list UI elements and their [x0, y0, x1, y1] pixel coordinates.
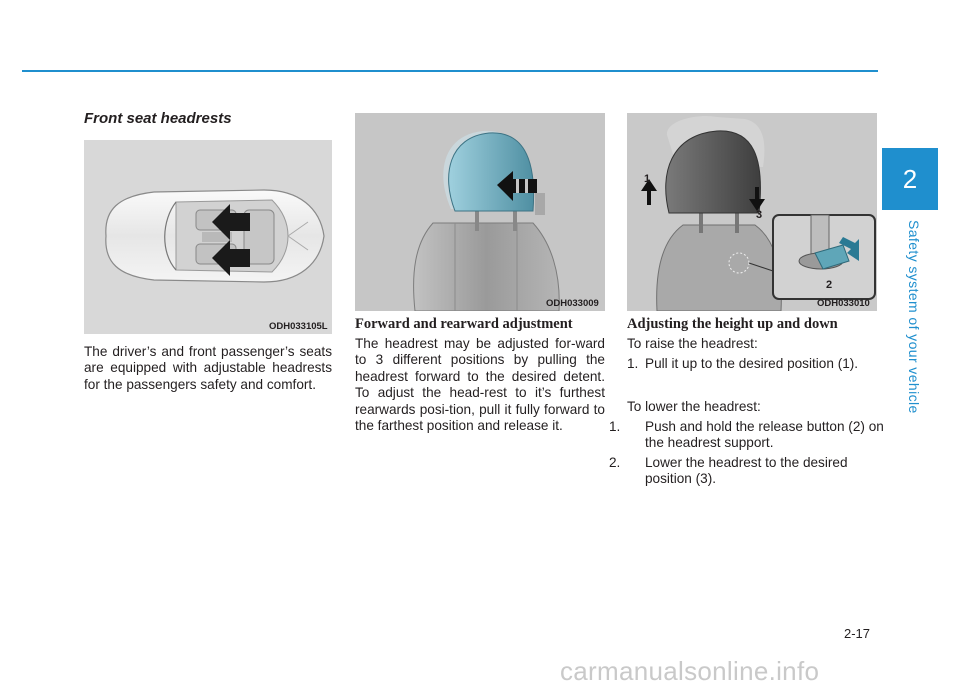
forward-rearward-paragraph: The headrest may be adjusted for-ward to 3 different positions by pulling the headrest forward to the desired detent. To adjust the head-rest to it’s furthest rearwards posi-tion, pull it fully forward to the farthest position and release it. [355, 336, 605, 434]
car-top-view-icon [84, 140, 332, 334]
headrest-height-icon [627, 113, 877, 311]
callout-1: 1 [644, 173, 651, 185]
lower-step: 2. Lower the headrest to the desired position (3). [609, 455, 848, 487]
figure-code: ODH033009 [546, 298, 599, 309]
forward-rearward-heading: Forward and rearward adjustment [355, 316, 573, 332]
lower-step: 1. Push and hold the release button (2) on the headrest support. [609, 419, 884, 451]
chapter-title: Safety system of your vehicle [906, 220, 922, 414]
figure-code: ODH033010 [817, 298, 870, 309]
page-number: 2-17 [844, 626, 871, 641]
watermark: carmanualsonline.info [560, 656, 820, 686]
height-heading: Adjusting the height up and down [627, 316, 838, 332]
lower-intro: To lower the headrest: [627, 399, 761, 414]
section-title: Front seat headrests [84, 110, 232, 127]
figure-headrest-height [627, 113, 877, 311]
callout-2: 2 [826, 279, 833, 291]
top-rule [22, 70, 878, 72]
chapter-number: 2 [902, 163, 918, 194]
headrest-forward-icon [355, 113, 605, 311]
callout-3: 3 [756, 209, 763, 221]
raise-intro: To raise the headrest: [627, 336, 758, 351]
chapter-tab [882, 148, 938, 210]
raise-step: 1. Pull it up to the desired position (1). [627, 356, 859, 371]
figure-code: ODH033105L [269, 321, 328, 332]
figure-car-top-view [84, 140, 332, 334]
figure-headrest-forward [355, 113, 605, 311]
intro-paragraph: The driver’s and front passenger’s seats are equipped with adjustable headrests for the passengers safety and comfort. [84, 344, 332, 392]
